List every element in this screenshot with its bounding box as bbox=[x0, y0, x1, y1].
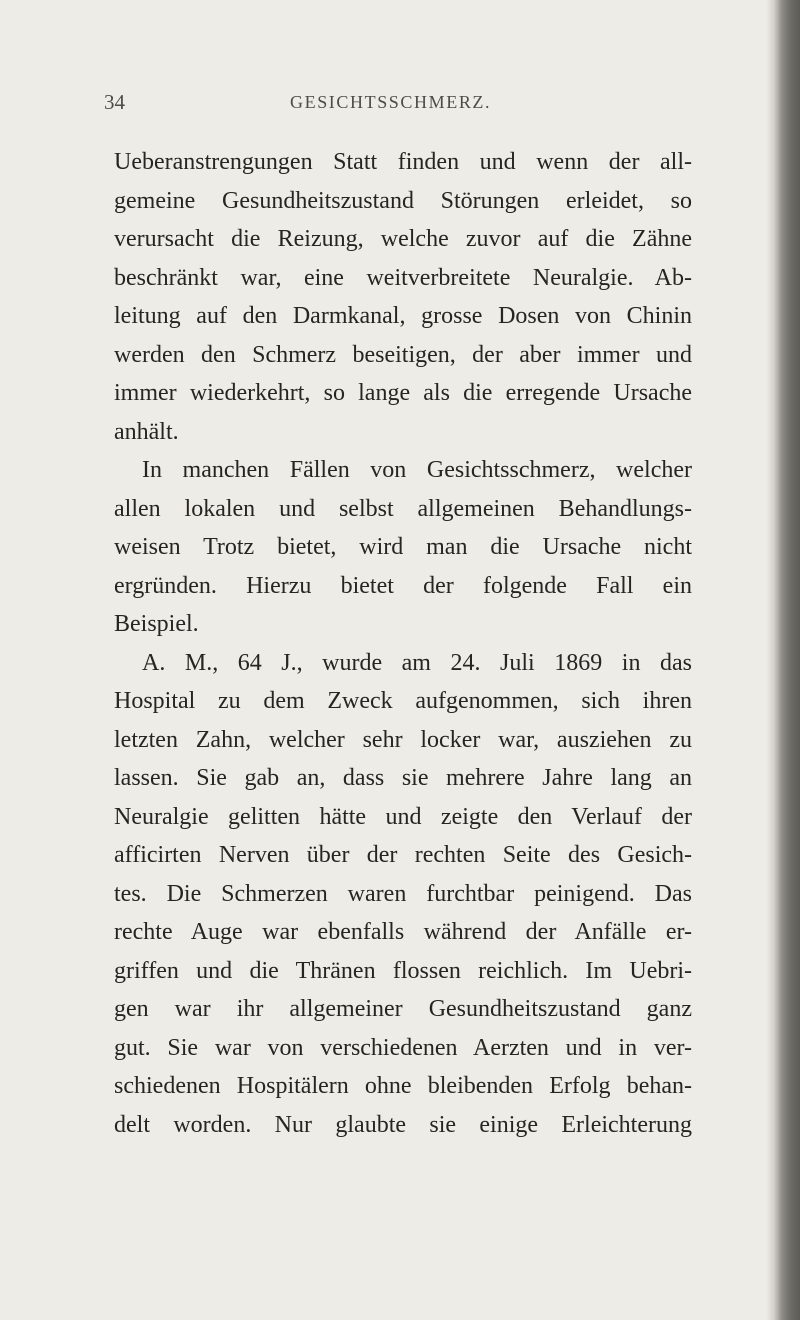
text-line: weisen Trotz bietet, wird man die Ursache nicht bbox=[114, 534, 692, 560]
text-line: In manchen Fällen von Gesichtsschmerz, welcher bbox=[142, 457, 692, 483]
page-edge-shadow bbox=[766, 0, 800, 1320]
text-line: allen lokalen und selbst allgemeinen Behandlungs- bbox=[114, 495, 692, 522]
body-text bbox=[114, 143, 692, 1144]
text-line: schiedenen Hospitälern ohne bleibenden Erfolg behan- bbox=[114, 1073, 692, 1099]
text-line: ergründen. Hierzu bietet der folgende Fall ein bbox=[114, 572, 692, 599]
text-line: A. M., 64 J., wurde am 24. Juli 1869 in das bbox=[142, 649, 692, 676]
text-line: letzten Zahn, welcher sehr locker war, ausziehen zu bbox=[114, 726, 692, 753]
text-line: gen war ihr allgemeiner Gesundheitszustand ganz bbox=[114, 996, 692, 1022]
text-line: tes. Die Schmerzen waren furchtbar peinigend. Das bbox=[114, 880, 692, 907]
text-line: leitung auf den Darmkanal, grosse Dosen von Chinin bbox=[114, 303, 692, 329]
text-line: werden den Schmerz beseitigen, der aber immer und bbox=[114, 341, 692, 368]
page-header bbox=[104, 90, 744, 120]
text-line: Hospital zu dem Zweck aufgenommen, sich ihren bbox=[114, 688, 692, 714]
text-line: Neuralgie gelitten hätte und zeigte den Verlauf der bbox=[114, 803, 692, 830]
page-number: 34 bbox=[104, 90, 125, 114]
text-line: lassen. Sie gab an, dass sie mehrere Jahre lang an bbox=[114, 765, 692, 791]
text-line: gemeine Gesundheitszustand Störungen erleidet, so bbox=[114, 187, 692, 214]
text-line: beschränkt war, eine weitverbreitete Neuralgie. Ab- bbox=[114, 264, 692, 291]
text-line: verursacht die Reizung, welche zuvor auf die Zähne bbox=[114, 226, 692, 252]
text-line: Beispiel. bbox=[114, 611, 199, 637]
text-line: afficirten Nerven über der rechten Seite des Gesich- bbox=[114, 842, 692, 868]
text-line: rechte Auge war ebenfalls während der Anfälle er- bbox=[114, 919, 692, 945]
text-line: Ueberanstrengungen Statt finden und wenn der all- bbox=[114, 149, 692, 175]
text-line: griffen und die Thränen flossen reichlich. Im Uebri- bbox=[114, 957, 692, 984]
text-line: gut. Sie war von verschiedenen Aerzten und in ver- bbox=[114, 1034, 692, 1061]
text-line: immer wiederkehrt, so lange als die erregende Ursache bbox=[114, 380, 692, 406]
text-line: delt worden. Nur glaubte sie einige Erleichterung bbox=[114, 1111, 692, 1138]
running-head: GESICHTSSCHMERZ. bbox=[290, 92, 492, 112]
text-line: anhält. bbox=[114, 418, 179, 445]
